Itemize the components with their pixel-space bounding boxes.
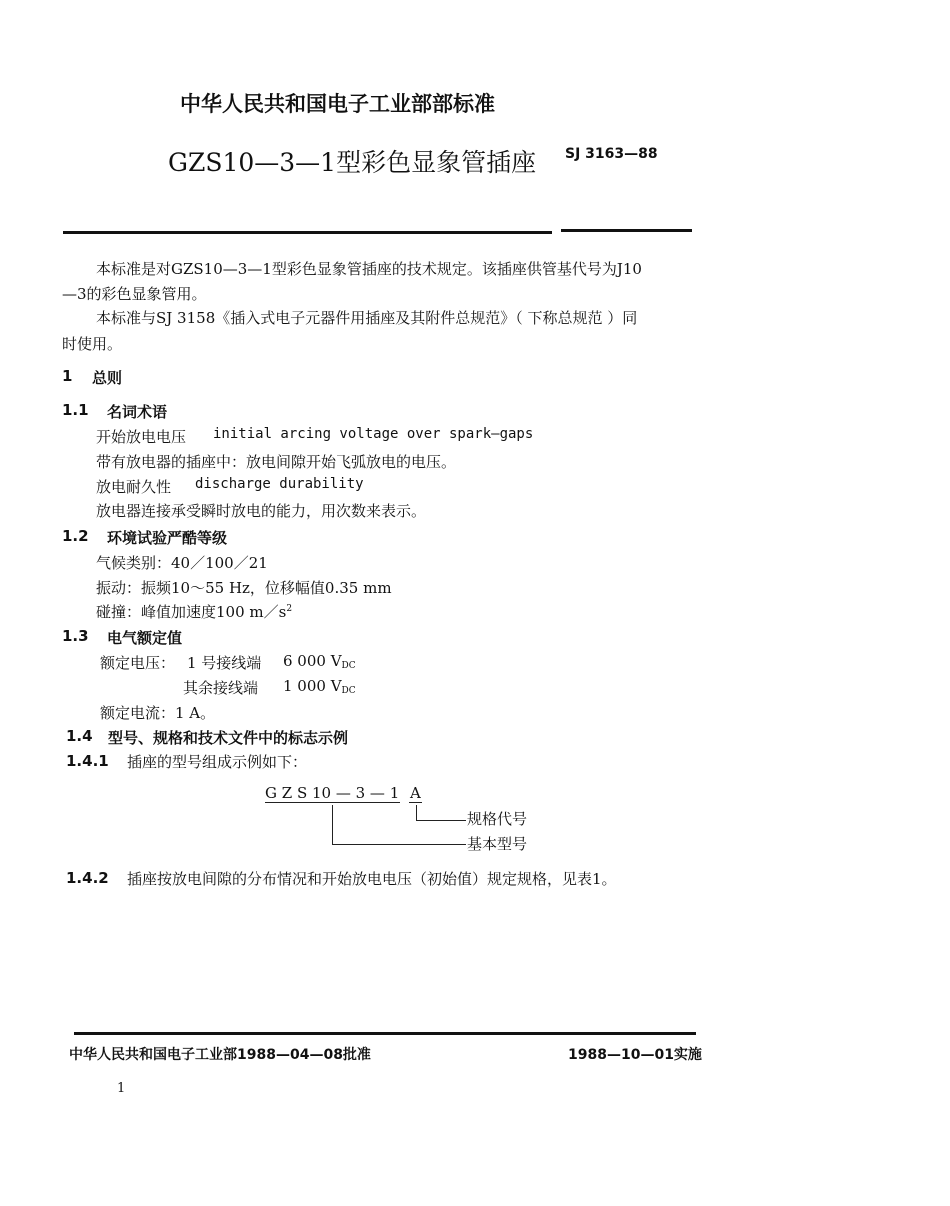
org-title: 中华人民共和国电子工业部部标准 (180, 92, 495, 116)
intro-para2-line2: 时使用。 (62, 335, 123, 353)
bump (96, 601, 292, 622)
section-1-title: 总则 (92, 369, 123, 387)
section-1-3-title: 电气额定值 (107, 629, 183, 647)
approval-date: 中华人民共和国电子工业部1988—04—08批准 (69, 1047, 371, 1063)
section-1-4-title: 型号、规格和技术文件中的标志示例 (108, 729, 349, 747)
terminal1-unit-sub: DC (341, 661, 356, 671)
section-1-4-2-text: 插座按放电间隙的分布情况和开始放电电压（初始值）规定规格，见表1。 (127, 870, 617, 888)
section-1-4-2-num: 1.4.2 (66, 869, 109, 887)
climate-category: 气候类别：40／100／21 (96, 554, 268, 572)
header-rule-left (63, 231, 552, 234)
intro-para1-line1: 本标准是对GZS10—3—1型彩色显象管插座的技术规定。该插座供管基代号为J10 (96, 260, 642, 278)
bump-text: 碰撞：峰值加速度100 m／s (96, 603, 287, 621)
other-terminal-unit-sub: DC (341, 686, 356, 696)
basic-bracket-horizontal (332, 844, 466, 845)
model-suffix-underline (409, 802, 422, 803)
term1-def: 带有放电器的插座中：放电间隙开始飞弧放电的电压。 (96, 453, 457, 471)
term2-def: 放电器连接承受瞬时放电的能力，用次数来表示。 (96, 502, 427, 520)
basic-bracket-vertical (332, 805, 333, 845)
section-1-num: 1 (62, 367, 73, 385)
term2-cn: 放电耐久性 (96, 478, 172, 496)
other-terminal-label: 其余接线端 (183, 679, 259, 697)
intro-para1-line2: —3的彩色显象管用。 (62, 285, 207, 303)
term1-cn: 开始放电电压 (96, 428, 187, 446)
term1-en: initial arcing voltage over spark—gaps (213, 426, 534, 442)
effective-date: 1988—10—01实施 (568, 1047, 702, 1063)
model-suffix: A (410, 784, 421, 802)
section-1-2-num: 1.2 (62, 527, 89, 545)
rated-voltage-label: 额定电压： (100, 654, 176, 672)
header-rule-right (561, 229, 692, 232)
footer-rule (74, 1032, 696, 1035)
spec-bracket-vertical (416, 805, 417, 821)
spec-code-label: 规格代号 (467, 810, 528, 828)
section-1-4-num: 1.4 (66, 727, 93, 745)
bump-exponent: 2 (286, 604, 293, 614)
terminal1-value (283, 652, 356, 671)
section-1-3-num: 1.3 (62, 627, 89, 645)
section-1-4-1-text: 插座的型号组成示例如下： (127, 753, 308, 771)
other-terminal-voltage: 1 000 V (283, 677, 342, 695)
section-1-1-title: 名词术语 (107, 403, 168, 421)
terminal1-voltage: 6 000 V (283, 652, 342, 670)
term2-en: discharge durability (195, 476, 364, 492)
model-code: G Z S 10 — 3 — 1 (265, 784, 400, 802)
other-terminal-value (283, 677, 356, 696)
std-number: SJ 3163—88 (565, 146, 658, 162)
section-1-1-num: 1.1 (62, 401, 89, 419)
section-1-2-title: 环境试验严酷等级 (107, 529, 228, 547)
model-code-underline (265, 802, 400, 803)
spec-bracket-horizontal (416, 820, 466, 821)
vibration: 振动：振频10～55 Hz，位移幅值0.35 mm (96, 579, 392, 597)
page-number: 1 (117, 1081, 126, 1096)
intro-para2-line1: 本标准与SJ 3158《插入式电子元器件用插座及其附件总规范》（ 下称总规范 ）同 (96, 309, 638, 327)
basic-model-label: 基本型号 (467, 835, 528, 853)
rated-current: 额定电流：1 A。 (100, 704, 216, 722)
section-1-4-1-num: 1.4.1 (66, 752, 109, 770)
terminal1-label: 1 号接线端 (187, 654, 262, 672)
doc-title: GZS10—3—1型彩色显象管插座 (168, 148, 537, 177)
